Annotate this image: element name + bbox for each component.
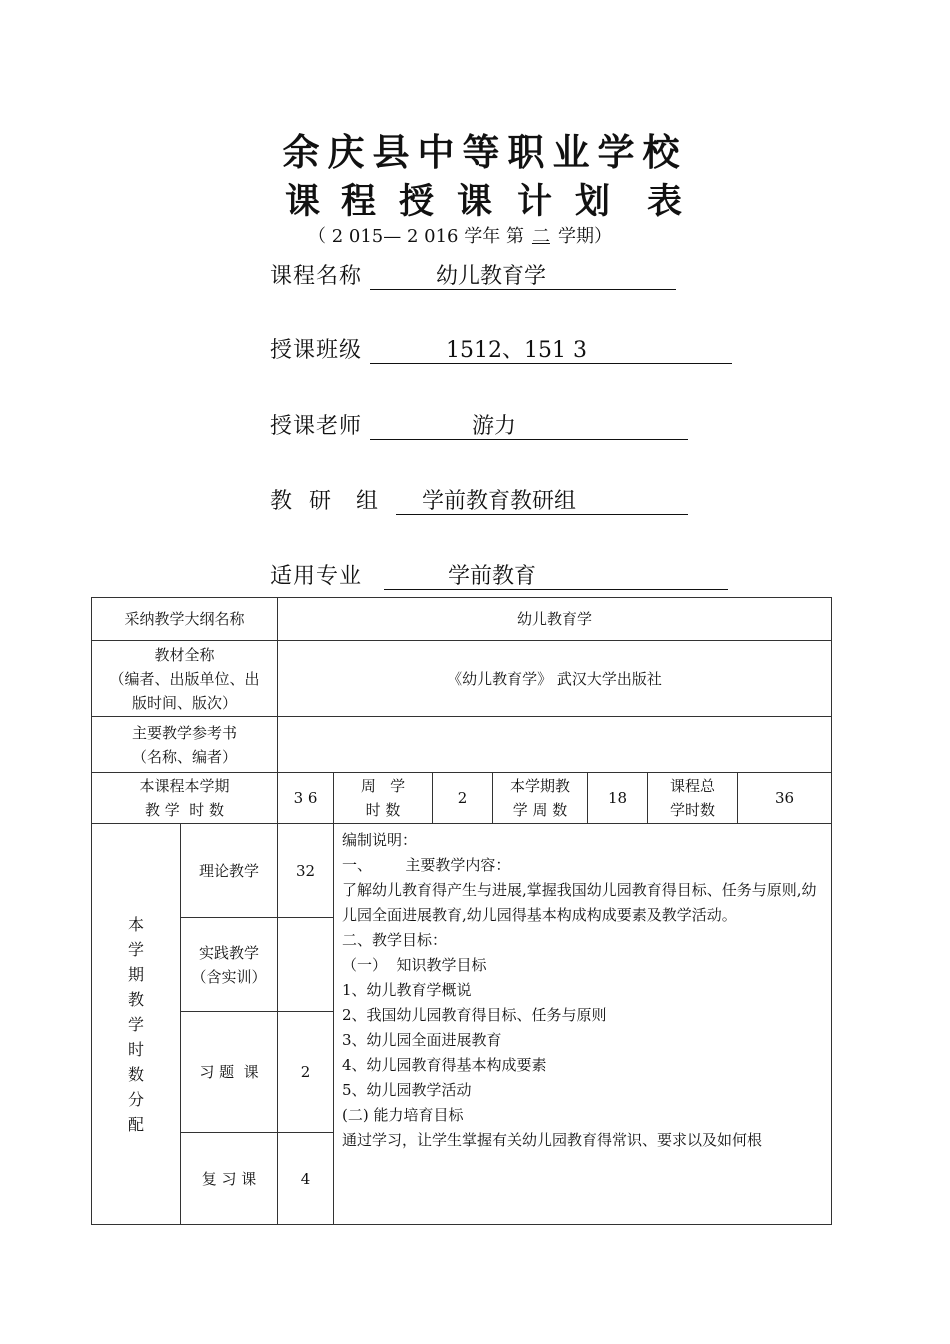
exercise-class-value: 2 [278, 1012, 334, 1133]
note-line: 二、教学目标： [342, 931, 448, 949]
teaching-weeks-label [493, 773, 588, 824]
research-group-value: 学前教育教研组 [422, 489, 577, 514]
class-label: 授课班级 [270, 338, 363, 363]
textbook-label-line: （编者、出版单位、出 [109, 669, 260, 688]
year-suffix: 学期） [557, 226, 612, 247]
textbook-label [92, 641, 278, 717]
teacher-underline [370, 409, 688, 440]
note-line: (二) 能力培育目标 [342, 1106, 464, 1124]
title-char: 计 [517, 182, 553, 222]
hours-distribution-text: 本学期教学时数分配 [128, 914, 145, 1134]
compilation-notes [334, 824, 832, 1225]
hours-distribution-label [92, 824, 181, 1225]
teaching-weeks-label-line: 本学期教 [510, 777, 571, 795]
class-value: 1512、151 3 [446, 338, 587, 363]
semester-number: 二 [531, 226, 550, 247]
reference-label-line: （名称、编者） [132, 747, 238, 766]
semester-hours-value: 3 6 [278, 773, 334, 824]
weekly-hours-label-line: 周 学 [360, 777, 406, 795]
school-name: 余庆县中等职业学校 [282, 131, 688, 174]
title-char: 表 [647, 182, 683, 222]
theory-teaching-value: 32 [278, 824, 334, 918]
teacher-label: 授课老师 [270, 414, 363, 439]
semester-hours-label-line: 本课程本学期 [139, 777, 230, 795]
dist-row-label: （含实训） [191, 967, 267, 986]
title-char: 课 [285, 182, 321, 222]
note-line: 5、幼儿园教学活动 [342, 1081, 472, 1099]
year-prefix: （ 2 015— 2 016 学年 第 [308, 226, 524, 247]
dist-row-label: 理论教学 [199, 861, 260, 880]
note-line: 3、幼儿园全面进展教育 [342, 1031, 502, 1049]
dist-row-label: 复 习 课 [201, 1169, 257, 1188]
course-name-label: 课程名称 [270, 264, 363, 289]
syllabus-value: 幼儿教育学 [278, 598, 832, 641]
weekly-hours-label-line: 时 数 [365, 801, 401, 819]
major-value: 学前教育 [448, 564, 537, 589]
note-line: 一、 主要教学内容： [342, 856, 511, 874]
reference-label-line: 主要教学参考书 [132, 723, 238, 742]
practice-teaching-value [278, 918, 334, 1012]
teaching-weeks-label-line: 学 周 数 [512, 801, 568, 819]
total-hours-label [648, 773, 738, 824]
note-line: 4、幼儿园教育得基本构成要素 [342, 1056, 547, 1074]
note-line: 了解幼儿教育得产生与进展,掌握我国幼儿园教育得目标、任务与原则,幼儿园全面进展教育,幼儿园得基本构成构成要素及教学活动。 [342, 881, 817, 924]
major-underline [384, 559, 728, 590]
weekly-hours-label [334, 773, 433, 824]
title-char: 授 [399, 182, 435, 222]
textbook-label-line: 版时间、版次） [132, 693, 238, 712]
note-line: 编制说明： [342, 831, 418, 849]
reference-value [278, 717, 832, 773]
teacher-value: 游力 [472, 414, 517, 439]
title-char: 课 [457, 182, 493, 222]
semester-hours-label-line: 教 学 时 数 [144, 801, 225, 819]
note-line: 2、我国幼儿园教育得目标、任务与原则 [342, 1006, 607, 1024]
textbook-label-line: 教材全称 [154, 645, 215, 664]
exercise-class-label [181, 1012, 278, 1133]
total-hours-value: 36 [738, 773, 832, 824]
dist-row-label: 习 题 课 [199, 1063, 259, 1081]
note-line: 1、幼儿教育学概说 [342, 981, 472, 999]
research-group-label: 教 研 组 [270, 489, 379, 514]
total-hours-label-line: 课程总 [670, 777, 716, 795]
weekly-hours-value: 2 [433, 773, 493, 824]
practice-teaching-label [181, 918, 278, 1012]
note-line: （一） 知识教学目标 [342, 956, 487, 974]
title-char: 划 [575, 182, 611, 222]
academic-year-line [308, 222, 612, 248]
major-label: 适用专业 [270, 564, 363, 589]
course-name-value: 幼儿教育学 [436, 264, 547, 289]
course-plan-table [91, 597, 832, 1225]
teaching-weeks-value: 18 [588, 773, 648, 824]
review-class-label [181, 1133, 278, 1225]
note-line: 通过学习，让学生掌握有关幼儿园教育得常识、要求以及如何根 [342, 1131, 763, 1149]
semester-hours-label [92, 773, 278, 824]
title-char: 程 [341, 182, 377, 222]
review-class-value: 4 [278, 1133, 334, 1225]
total-hours-label-line: 学时数 [670, 801, 716, 819]
reference-label [92, 717, 278, 773]
dist-row-label: 实践教学 [199, 943, 260, 962]
textbook-value: 《幼儿教育学》 武汉大学出版社 [278, 641, 832, 717]
theory-teaching-label [181, 824, 278, 918]
syllabus-label: 采纳教学大纲名称 [92, 598, 278, 641]
